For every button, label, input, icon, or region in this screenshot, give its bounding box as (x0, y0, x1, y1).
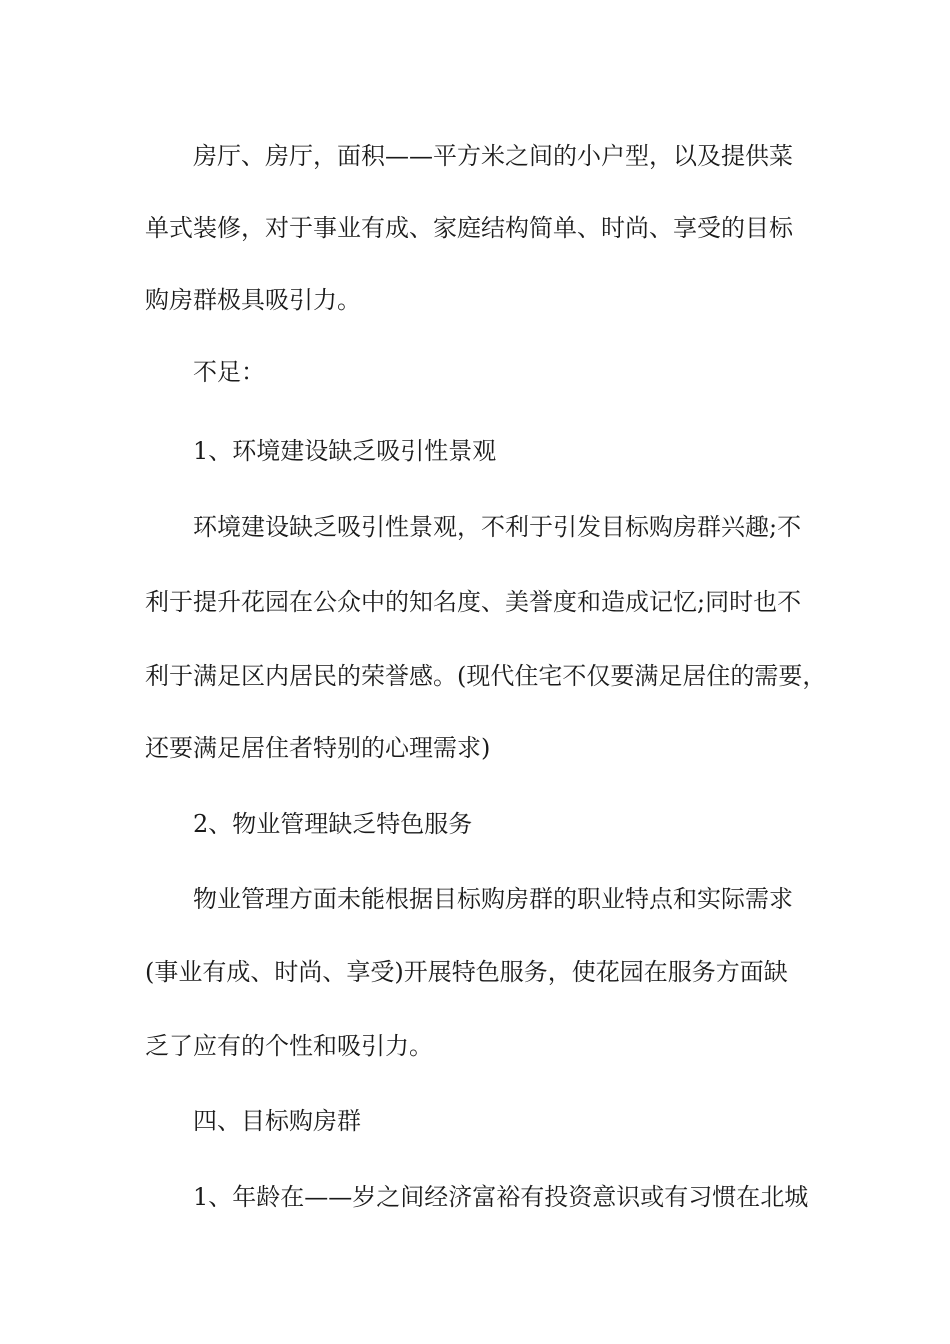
heading-target-buyers: 四、目标购房群 (193, 1107, 361, 1135)
paragraph-1-line-1: 房厅、房厅，面积——平方米之间的小户型，以及提供菜 (193, 142, 793, 170)
paragraph-6-line-3: 乏了应有的个性和吸引力。 (145, 1032, 433, 1060)
paragraph-4-line-2: 利于提升花园在公众中的知名度、美誉度和造成记忆;同时也不 (145, 588, 802, 616)
paragraph-4-line-3: 利于满足区内居民的荣誉感。(现代住宅不仅要满足居住的需要， (145, 662, 827, 690)
paragraph-2-line-1: 不足： (193, 358, 265, 386)
paragraph-8-line-1: 1、年龄在——岁之间经济富裕有投资意识或有习惯在北城 (193, 1183, 809, 1211)
heading-property-management: 2、物业管理缺乏特色服务 (193, 810, 473, 838)
paragraph-4-line-4: 还要满足居住者特别的心理需求) (145, 734, 491, 762)
paragraph-4-line-1: 环境建设缺乏吸引性景观，不利于引发目标购房群兴趣;不 (193, 513, 802, 541)
paragraph-6-line-1: 物业管理方面未能根据目标购房群的职业特点和实际需求 (193, 885, 793, 913)
paragraph-1-line-2: 单式装修，对于事业有成、家庭结构简单、时尚、享受的目标 (145, 214, 793, 242)
heading-environment: 1、环境建设缺乏吸引性景观 (193, 437, 497, 465)
paragraph-6-line-2: (事业有成、时尚、享受)开展特色服务，使花园在服务方面缺 (145, 958, 788, 986)
paragraph-1-line-3: 购房群极具吸引力。 (145, 286, 361, 314)
